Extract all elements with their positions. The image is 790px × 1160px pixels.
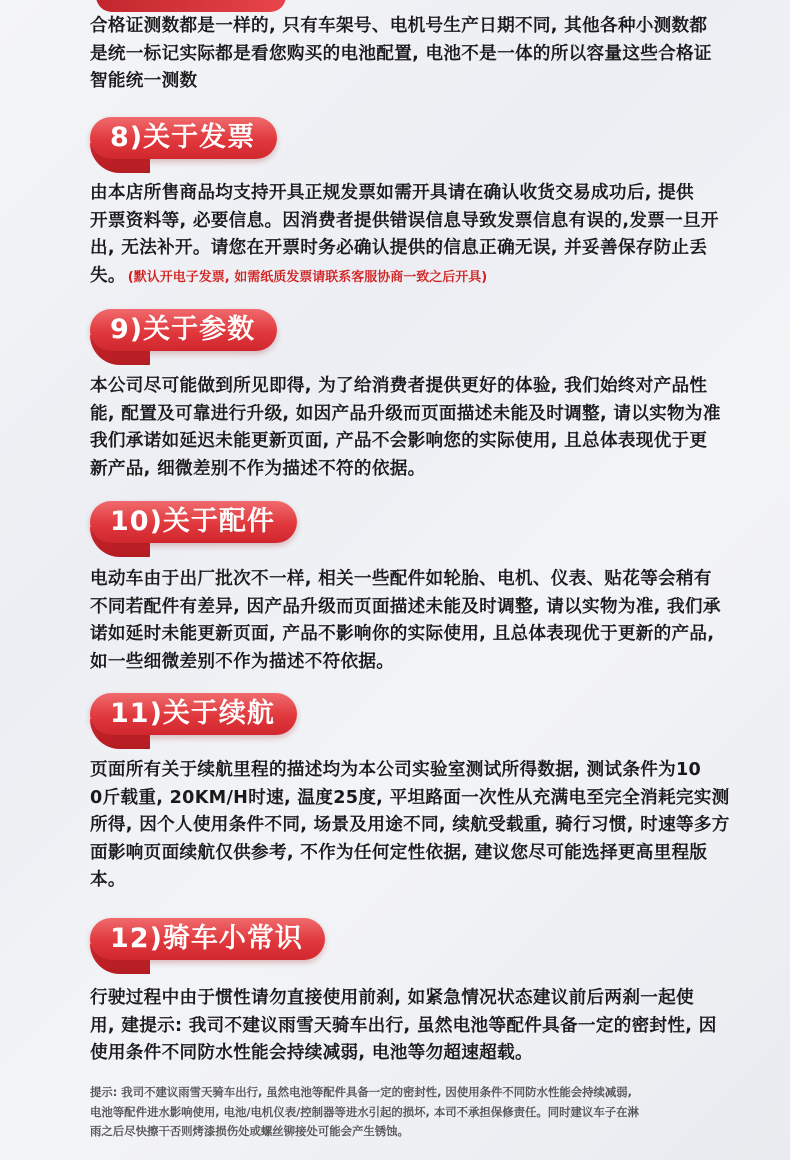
heading-pill: 12)骑车小常识	[90, 918, 325, 960]
footnote-line: 电池等配件进水影响使用, 电池/电机仪表/控制器等进水引起的损坏, 本司不承担保修责任。同时建议车子在淋	[90, 1104, 639, 1119]
footnote-line: 雨之后尽快擦干否则烤漆损伤处或螺丝铆接处可能会产生锈蚀。	[90, 1124, 409, 1138]
body-line: 面影响页面续航仅供参考, 不作为任何定性依据, 建议您尽可能选择更高里程版	[90, 842, 708, 863]
invoice-note: (默认开电子发票, 如需纸质发票请联系客服协商一致之后开具)	[127, 269, 488, 285]
body-line: 0斤载重, 20KM/H时速, 温度25度, 平坦路面一次性从充满电至完全消耗完实测	[90, 787, 730, 808]
body-line: 使用条件不同防水性能会持续减弱, 电池等勿超速超载。	[90, 1043, 533, 1063]
heading-pill: 9)关于参数	[90, 309, 277, 351]
section-body-invoice	[90, 180, 730, 291]
top-ribbon-decoration	[96, 0, 286, 12]
body-line: 诺如延时未能更新页面, 产品不影响你的实际使用, 且总体表现优于更新的产品,	[90, 624, 715, 644]
body-line: 能, 配置及可靠进行升级, 如因产品升级而页面描述未能及时调整, 请以实物为准	[90, 403, 721, 424]
body-line: 如一些细微差别不作为描述不符依据。	[90, 651, 395, 672]
body-line: 我们承诺如延迟未能更新页面, 产品不会影响您的实际使用, 且总体表现优于更	[90, 431, 708, 451]
section-body-accessories	[90, 566, 730, 676]
body-line-text: 失。	[90, 265, 126, 286]
body-line: 电动车由于出厂批次不一样, 相关一些配件如轮胎、电机、仪表、贴花等会稍有	[90, 569, 712, 589]
body-line: 页面所有关于续航里程的描述均为本公司实验室测试所得数据, 测试条件为10	[90, 760, 702, 780]
intro-line: 是统一标记实际都是看您购买的电池配置, 电池不是一体的所以容量这些合格证	[90, 43, 712, 64]
section-body-parameters	[90, 373, 730, 483]
footnote	[90, 1083, 730, 1142]
heading-pill: 8)关于发票	[90, 117, 277, 159]
body-line	[90, 263, 730, 292]
intro-line: 智能统一测数	[90, 71, 198, 91]
body-line: 由本店所售商品均支持开具正规发票如需开具请在确认收货交易成功后, 提供	[90, 183, 694, 203]
body-line: 本公司尽可能做到所见即得, 为了给消费者提供更好的体验, 我们始终对产品性	[90, 376, 708, 396]
intro-line: 合格证测数都是一样的, 只有车架号、电机号生产日期不同, 其他各种小测数都	[90, 16, 708, 36]
section-body-range	[90, 757, 730, 895]
section-body-riding-tips	[90, 985, 730, 1068]
heading-pill: 10)关于配件	[90, 501, 297, 543]
body-line: 出, 无法补开。请您在开票时务必确认提供的信息正确无误, 并妥善保存防止丢	[90, 238, 708, 258]
body-line: 新产品, 细微差别不作为描述不符的依据。	[90, 458, 426, 479]
body-line: 所得, 因个人使用条件不同, 场景及用途不同, 续航受载重, 骑行习惯, 时速等多方	[90, 815, 730, 835]
body-line: 本。	[90, 870, 126, 890]
intro-paragraph	[90, 13, 730, 96]
body-line: 开票资料等, 必要信息。因消费者提供错误信息导致发票信息有误的,发票一旦开	[90, 210, 719, 231]
body-line: 行驶过程中由于惯性请勿直接使用前刹, 如紧急情况状态建议前后两刹一起使	[90, 988, 694, 1008]
body-line: 用, 建提示: 我司不建议雨雪天骑车出行, 虽然电池等配件具备一定的密封性, 因	[90, 1015, 717, 1036]
body-line: 不同若配件有差异, 因产品升级而页面描述未能及时调整, 请以实物为准, 我们承	[90, 596, 721, 617]
heading-pill: 11)关于续航	[90, 693, 297, 735]
footnote-line: 提示: 我司不建议雨雪天骑车出行, 虽然电池等配件具备一定的密封性, 因使用条件不同防水性能会持续减弱,	[90, 1085, 633, 1099]
